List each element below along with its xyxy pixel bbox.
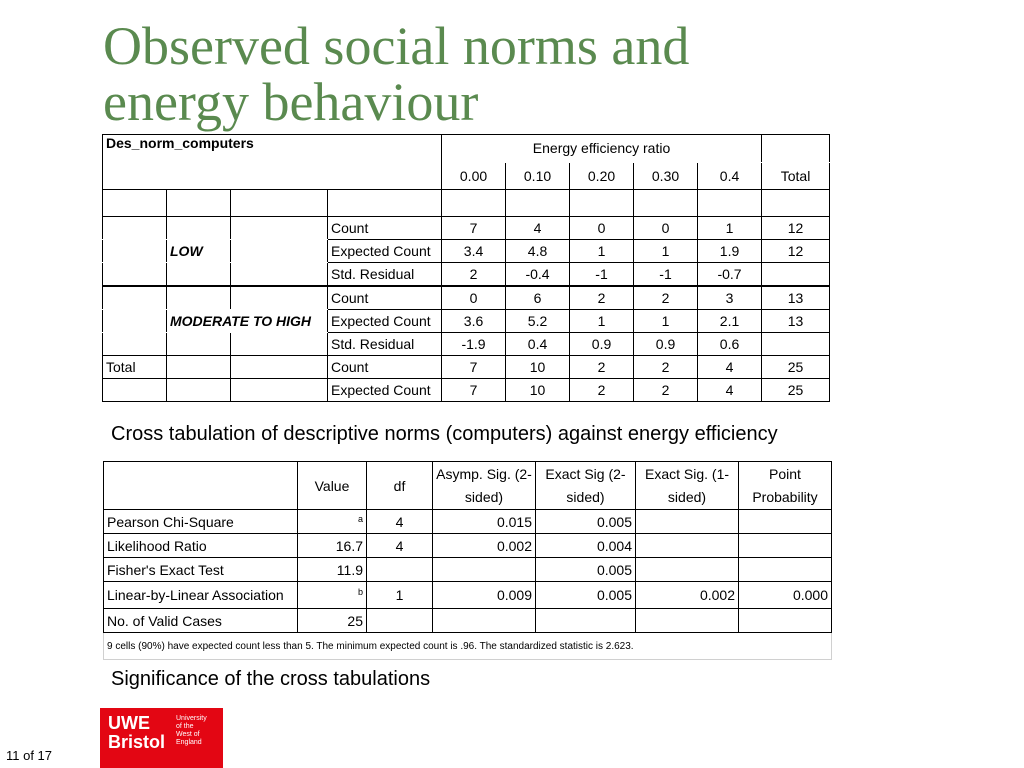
table-footnote: 9 cells (90%) have expected count less than 5. The minimum expected count is .96. The standardized statistic is 2.623.: [104, 633, 832, 660]
slide-title: Observed social norms and energy behaviour: [103, 16, 690, 132]
table-row: Fisher's Exact Test 11.9 0.005: [104, 558, 832, 582]
column-variable-label: Energy efficiency ratio: [442, 135, 762, 163]
uwe-bristol-logo: UWE Bristol University of the West of England: [100, 708, 223, 768]
table-row: Expected Count 7 10 2 2 4 25: [103, 379, 830, 402]
row-variable-label: Des_norm_computers: [103, 135, 442, 190]
table-row: Total Count 7 10 2 2 4 25: [103, 356, 830, 379]
col-header: 0.00: [442, 162, 506, 190]
header-asymp: Asymp. Sig. (2-sided): [433, 462, 536, 510]
table-row: Count 7 4 0 0 1 12: [103, 217, 830, 240]
table-row: Pearson Chi-Square $^a$ 4 0.015 0.005: [104, 510, 832, 534]
table-row: Count 0 6 2 2 3 13: [103, 286, 830, 310]
group-label-total: Total: [103, 356, 167, 379]
group-label-low: LOW: [167, 240, 231, 263]
significance-table: [103, 461, 832, 660]
header-exact1: Exact Sig. (1-sided): [636, 462, 739, 510]
table-row: Std. Residual 2 -0.4 -1 -1 -0.7: [103, 263, 830, 287]
table-row: Linear-by-Linear Association $^b$ 1 0.009 0.005 0.002 0.000: [104, 582, 832, 609]
col-header: 0.10: [506, 162, 570, 190]
col-header: 0.4: [698, 162, 762, 190]
header-df: df: [367, 462, 433, 510]
col-header: 0.20: [570, 162, 634, 190]
table-row: Likelihood Ratio 16.7 4 0.002 0.004: [104, 534, 832, 558]
header-value: Value: [298, 462, 367, 510]
header-exact2: Exact Sig (2-sided): [536, 462, 636, 510]
table-row: LOW Expected Count 3.4 4.8 1 1 1.9 12: [103, 240, 830, 263]
col-header-total: Total: [762, 162, 830, 190]
page-number: 11 of 17: [6, 748, 53, 763]
table-row: MODERATE TO HIGH Expected Count 3.6 5.2 1 1 2.1 13: [103, 310, 830, 333]
table-row: Std. Residual -1.9 0.4 0.9 0.9 0.6: [103, 333, 830, 356]
col-header: 0.30: [634, 162, 698, 190]
crosstab-caption: Cross tabulation of descriptive norms (computers) against energy efficiency: [111, 423, 778, 445]
header-point: Point Probability: [739, 462, 832, 510]
table-row: No. of Valid Cases 25: [104, 609, 832, 633]
significance-caption: Significance of the cross tabulations: [111, 668, 431, 690]
group-label-moderate: MODERATE TO HIGH: [167, 310, 328, 333]
crosstab-table: [102, 134, 830, 402]
